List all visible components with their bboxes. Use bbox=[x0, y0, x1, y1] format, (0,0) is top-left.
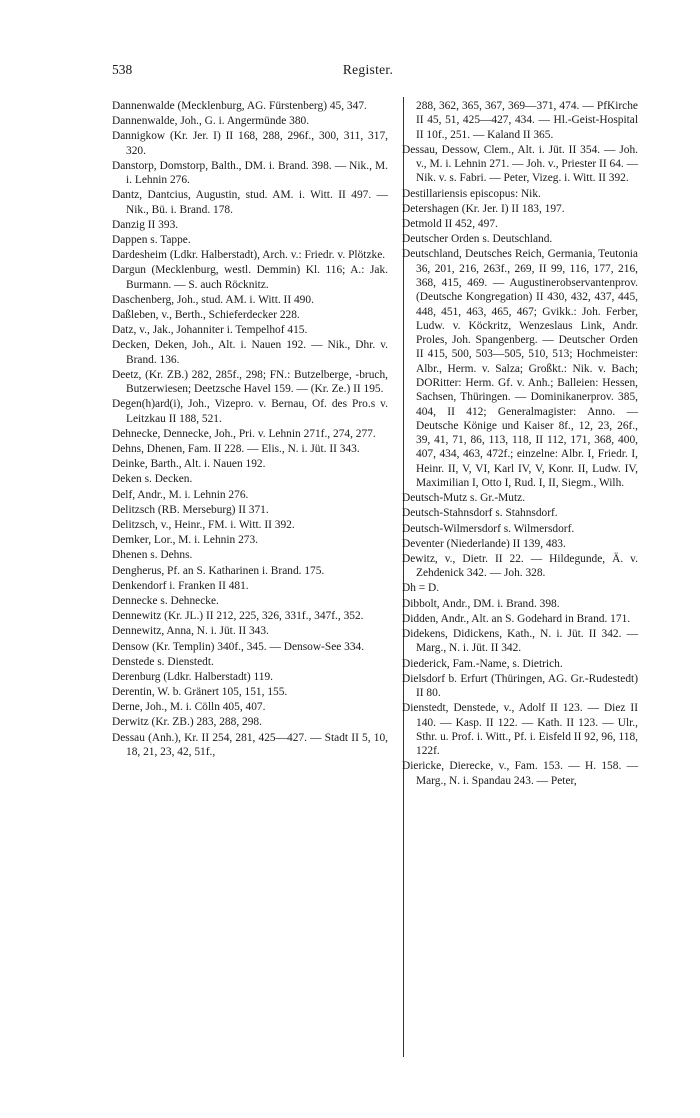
register-entry: Delitzsch (RB. Merseburg) II 371. bbox=[112, 503, 269, 516]
register-entry: Dargun (Mecklenburg, westl. Demmin) Kl. 116; A.: Jak. Burmann. — S. auch Röcknitz. bbox=[112, 264, 388, 291]
register-entry: Dewitz, v., Dietr. II 22. — Hildegunde, Ä. v. Zehdenick 342. — Joh. 328. bbox=[402, 553, 638, 580]
register-entry: Didekens, Didickens, Kath., N. i. Jüt. II 342. — Marg., N. i. Jüt. II 342. bbox=[402, 628, 638, 655]
register-entry: Delf, Andr., M. i. Lehnin 276. bbox=[112, 488, 249, 501]
register-entry: Deutscher Orden s. Deutschland. bbox=[402, 233, 553, 246]
running-title: Register. bbox=[342, 62, 394, 77]
register-entry: Deutsch-Stahnsdorf s. Stahnsdorf. bbox=[402, 507, 558, 520]
register-entry: Dienstedt, Denstede, v., Adolf II 123. — Diez II 140. — Kasp. II 122. — Kath. II 123. — Ulr., Sthr. u. Prof. i. Witt., Pf. i. Eisfeld II 92, 96, 118, 122f. bbox=[402, 702, 638, 758]
register-entry: Didden, Andr., Alt. an S. Godehard in Brand. 171. bbox=[402, 612, 631, 625]
register-entry: Dessau, Dessow, Clem., Alt. i. Jüt. II 354. — Joh. v., M. i. Lehnin 271. — Joh. v., Priester II 64. — Nik. v. s. Fabri. — Peter, Vizeg. i. Witt. II 392. bbox=[402, 143, 638, 185]
register-entry: Deutschland, Deutsches Reich, Germania, Teutonia 36, 201, 216, 263f., 269, II 99, 116, 177, 216, 368, 415, 469. — Augustinerobservantenprov. (Deutsche Kongregation) II 430, 432, 437, 445, 448, 451, 463, 465, 467; Gvikk.: Joh. Ferber, Ludw. v. Köckritz, Wenzeslaus Link, Andr. Proles, Joh. Spangenberg. — Deutscher Orden II 415, 500, 503—505, 510, 513; Hochmeister: Albr., Herm. v. Salza; Großkt.: Nik. v. Bach; DORitter: Herm. Gf. v. Anh.; Balleien: Hessen, Sachsen, Thüringen. — Dominikanerprov. 385, 404, II 412; Generalmagister: Anno. — Deutsche Könige und Kaiser 8f., 12, 23, 26f., 39, 41, 71, 86, 113, 118, II 112, 171, 368, 400, 407, 434, 463, 472f.; einzelne: Albr. I, Friedr. I, Heinr. II, V, VI, Karl IV, V, Konr. II, Ludw. IV, Maximilian I, Otto I, Rud. I, II, Siegm., Wilh. bbox=[402, 248, 638, 490]
register-entry: Dannigkow (Kr. Jer. I) II 168, 288, 296f., 300, 311, 317, 320. bbox=[112, 130, 388, 157]
continued-entry: 288, 362, 365, 367, 369—371, 474. — PfKirche II 45, 51, 425—427, 434. — Hl.-Geist-Hospital II 10f., 251. — Kaland II 365. bbox=[416, 100, 638, 141]
register-entry: Dielsdorf b. Erfurt (Thüringen, AG. Gr.-Rudestedt) II 80. bbox=[402, 672, 638, 700]
register-entry: Derne, Joh., M. i. Cölln 405, 407. bbox=[112, 701, 266, 714]
register-entry: Dibbolt, Andr., DM. i. Brand. 398. bbox=[402, 597, 560, 610]
register-entry: Delitzsch, v., Heinr., FM. i. Witt. II 392. bbox=[112, 519, 295, 532]
register-entry: Dehnecke, Dennecke, Joh., Pri. v. Lehnin 271f., 274, 277. bbox=[112, 427, 376, 440]
register-entry: Dennewitz, Anna, N. i. Jüt. II 343. bbox=[112, 625, 269, 638]
register-entry: Daschenberg, Joh., stud. AM. i. Witt. II 490. bbox=[112, 293, 314, 306]
register-entry: Danstorp, Domstorp, Balth., DM. i. Brand. 398. — Nik., M. i. Lehnin 276. bbox=[112, 159, 388, 187]
register-entry: Densow (Kr. Templin) 340f., 345. — Densow-See 334. bbox=[112, 640, 365, 653]
register-entry: Detershagen (Kr. Jer. I) II 183, 197. bbox=[402, 202, 565, 215]
page-header bbox=[112, 62, 624, 84]
register-entry: Dannenwalde, Joh., G. i. Angermünde 380. bbox=[112, 115, 310, 128]
register-entry: Diederick, Fam.-Name, s. Dietrich. bbox=[402, 657, 563, 670]
register-entry: Danzig II 393. bbox=[112, 218, 179, 231]
register-entry: Derenburg (Ldkr. Halberstadt) 119. bbox=[112, 670, 274, 683]
register-entry: Dannenwalde (Mecklenburg, AG. Fürstenberg) 45, 347. bbox=[112, 100, 367, 112]
register-entry: Deken s. Decken. bbox=[112, 473, 193, 486]
register-entry: Deinke, Barth., Alt. i. Nauen 192. bbox=[112, 458, 266, 471]
page-number: 538 bbox=[112, 62, 133, 77]
register-entry: Derentin, W. b. Gränert 105, 151, 155. bbox=[112, 686, 288, 699]
register-entry: Dessau (Anh.), Kr. II 254, 281, 425—427. — Stadt II 5, 10, 18, 21, 23, 42, 51f., bbox=[112, 731, 388, 758]
register-entry: Deutsch-Wilmersdorf s. Wilmersdorf. bbox=[402, 522, 575, 535]
register-entry: Destillariensis episcopus: Nik. bbox=[402, 187, 541, 200]
register-entry: Daßleben, v., Berth., Schieferdecker 228. bbox=[112, 309, 300, 322]
register-entry: Decken, Deken, Joh., Alt. i. Nauen 192. — Nik., Dhr. v. Brand. 136. bbox=[112, 339, 388, 366]
register-entry: Dehns, Dhenen, Fam. II 228. — Elis., N. i. Jüt. II 343. bbox=[112, 443, 360, 456]
register-entry: Dappen s. Tappe. bbox=[112, 234, 191, 247]
register-entry: Dardesheim (Ldkr. Halberstadt), Arch. v.: Friedr. v. Plötzke. bbox=[112, 249, 386, 262]
register-entry: Deutsch-Mutz s. Gr.-Mutz. bbox=[402, 492, 526, 505]
register-entry: Denkendorf i. Franken II 481. bbox=[112, 579, 249, 592]
register-entry: Deventer (Niederlande) II 139, 483. bbox=[402, 537, 566, 550]
register-entry: Dengherus, Pf. an S. Katharinen i. Brand. 175. bbox=[112, 564, 325, 577]
register-entry: Diericke, Dierecke, v., Fam. 153. — H. 158. — Marg., N. i. Spandau 243. — Peter, bbox=[402, 760, 638, 787]
register-entry: Dhenen s. Dehns. bbox=[112, 549, 193, 562]
register-entry: Deetz, (Kr. ZB.) 282, 285f., 298; FN.: Butzelberge, -bruch, Butzerwiesen; Deetzsche Havel 159. — (Kr. Ze.) II 195. bbox=[112, 368, 388, 396]
register-entry: Dennewitz (Kr. JL.) II 212, 225, 326, 331f., 347f., 352. bbox=[112, 610, 364, 623]
register-entry: Demker, Lor., M. i. Lehnin 273. bbox=[112, 534, 259, 547]
register-entry: Dantz, Dantcius, Augustin, stud. AM. i. Witt. II 497. — Nik., Bü. i. Brand. 178. bbox=[112, 189, 388, 216]
left-column bbox=[112, 99, 388, 760]
register-entry: Dennecke s. Dehnecke. bbox=[112, 594, 219, 607]
register-entry: Denstede s. Dienstedt. bbox=[112, 655, 214, 668]
register-entry: Degen(h)ard(i), Joh., Vizepro. v. Bernau, Of. des Pro.s v. Leitzkau II 188, 521. bbox=[112, 398, 388, 425]
register-entry: Detmold II 452, 497. bbox=[402, 217, 498, 230]
register-entry: Derwitz (Kr. ZB.) 283, 288, 298. bbox=[112, 716, 262, 729]
right-column bbox=[388, 99, 638, 789]
register-entry: Dh = D. bbox=[402, 582, 440, 595]
register-entry: Datz, v., Jak., Johanniter i. Tempelhof 415. bbox=[112, 324, 308, 337]
